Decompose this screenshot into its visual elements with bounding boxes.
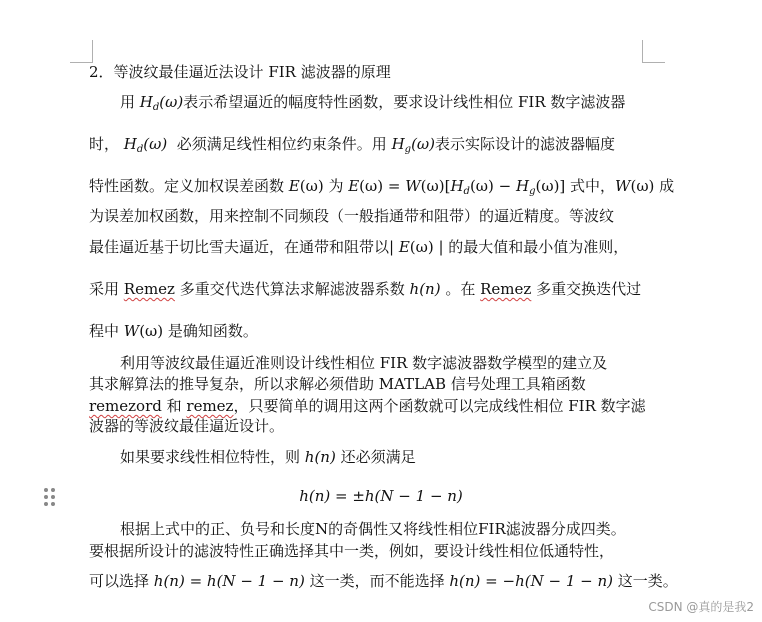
paragraph-line: 如果要求线性相位特性，则 h(n) 还必须满足 [120, 448, 416, 466]
spellcheck-word: Remez [480, 280, 532, 298]
paragraph-line: 其求解算法的推导复杂，所以求解必须借助 MATLAB 信号处理工具箱函数 [89, 375, 586, 393]
paragraph-line: 最佳逼近基于切比雪夫逼近，在通带和阻带以| E(ω) | 的最大值和最小值为准则， [89, 238, 629, 256]
margin-corner-top-left [70, 40, 93, 63]
paragraph-line: 采用 Remez 多重交代迭代算法求解滤波器系数 h(n) 。在 Remez 多重交换迭代过 [89, 280, 642, 298]
paragraph-line: remezord 和 remez，只要简单的调用这两个函数就可以完成线性相位 FIR 数字滤 [89, 397, 646, 415]
paragraph-line: 根据上式中的正、负号和长度N的奇偶性又将线性相位FIR滤波器分成四类。 [120, 520, 626, 538]
paragraph-line: 时， $H_d(\omega)$ 必须满足线性相位约束条件。用 $H_g(\omega)$表示实际设计的滤波器幅度 [89, 135, 616, 155]
section-heading: 2．等波纹最佳逼近法设计 FIR 滤波器的原理 [89, 63, 391, 81]
paragraph-line: 要根据所设计的滤波特性正确选择其中一类，例如，要设计线性相位低通特性， [89, 542, 615, 560]
paragraph-line: 为误差加权函数，用来控制不同频段（一般指通带和阻带）的逼近精度。等波纹 [89, 207, 615, 225]
paragraph-line: 用 $H_d(\omega)$表示希望逼近的幅度特性函数，要求设计线性相位 FIR 数字滤波器 [120, 93, 626, 113]
spellcheck-word: Remez [123, 280, 175, 298]
paragraph-line: 波器的等波纹最佳逼近设计。 [89, 417, 285, 435]
paragraph-line: 可以选择 h(n) = h(N − 1 − n) 这一类，而不能选择 h(n) = −h(N − 1 − n) 这一类。 [89, 572, 678, 590]
paragraph-line: 特性函数。定义加权误差函数 E(ω) 为 $E(\omega) = W(\omega)[H_d(\omega) - H_g(\omega)]$ 式中，W(ω) 成 [89, 177, 675, 197]
spellcheck-word: remezord [89, 397, 162, 415]
spellcheck-word: remez [186, 397, 234, 415]
equation: h(n) = ±h(N − 1 − n) [299, 487, 463, 505]
margin-corner-top-right [642, 40, 665, 63]
paragraph-line: 利用等波纹最佳逼近准则设计线性相位 FIR 数字滤波器数学模型的建立及 [120, 354, 608, 372]
paragraph-line: 程中 W(ω) 是确知函数。 [89, 322, 258, 340]
watermark: CSDN @真的是我2 [648, 600, 754, 614]
